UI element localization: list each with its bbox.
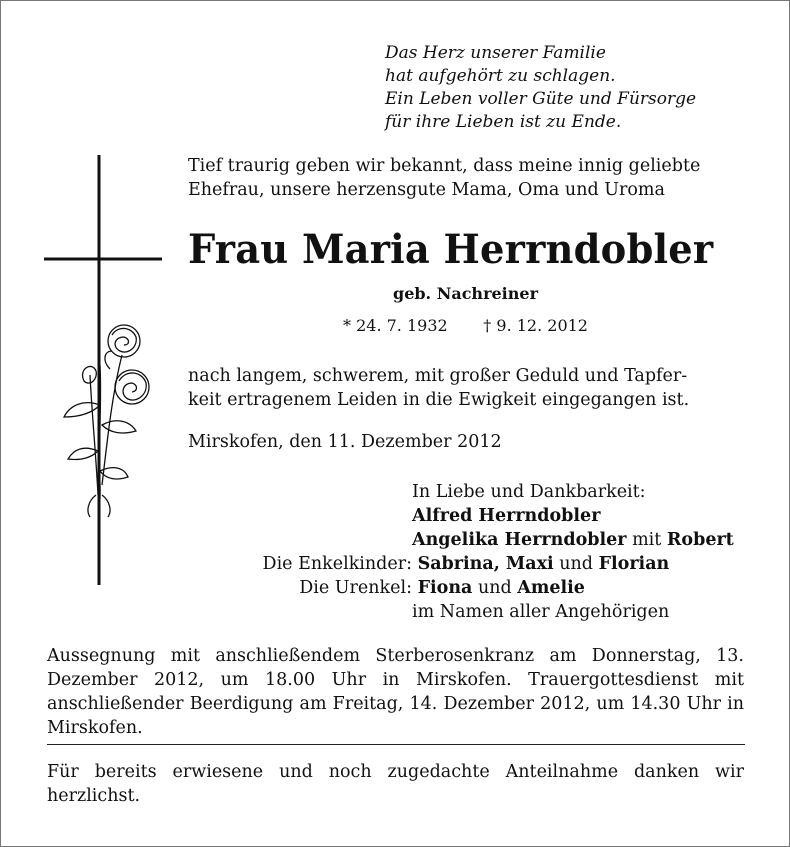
intro-line: Tief traurig geben wir bekannt, dass meine innig geliebte (188, 156, 701, 176)
poem-line: Das Herz unserer Familie (385, 43, 606, 63)
great-grandchildren-label: Die Urenkel: (299, 578, 412, 598)
deceased-name: Frau Maria Herrndobler (188, 226, 714, 273)
mourner-name: Angelika Herrndobler (412, 530, 627, 550)
mourner-name: Florian (598, 554, 670, 574)
connector-text: und (472, 578, 518, 598)
maiden-name: geb. Nachreiner (393, 284, 538, 303)
birth-date: * 24. 7. 1932 (343, 316, 448, 335)
mourners-block (188, 480, 748, 624)
service-details: Aussegnung mit anschließendem Sterberosenkranz am Donnerstag, 13. Dezember 2012, um 18.00 Uhr in Mirskofen. Trauergottesdienst mit anschließender Beerdigung am Freitag, 14. Dezember 2012, um 14.30 Uhr in Mirskofen. (47, 646, 744, 738)
closing-note: Für bereits erwiesene und noch zugedachte Anteilnahme danken wir herzlichst. (47, 762, 744, 806)
connector-text: und (553, 554, 599, 574)
passage-text (188, 364, 743, 412)
place-date: Mirskofen, den 11. Dezember 2012 (188, 432, 502, 452)
connector-text: mit (626, 530, 667, 550)
passage-line: nach langem, schwerem, mit großer Geduld und Tapfer- (188, 366, 688, 386)
death-date: † 9. 12. 2012 (483, 316, 588, 335)
cross-with-roses-icon (40, 155, 170, 585)
mourner-name: Sabrina, Maxi (417, 554, 554, 574)
thanks-heading: In Liebe und Dankbarkeit: (412, 482, 646, 502)
passage-line: keit ertragenem Leiden in die Ewigkeit eingegangen ist. (188, 390, 690, 410)
intro-line: Ehefrau, unsere herzensgute Mama, Oma und Uroma (188, 180, 665, 200)
mourner-name: Alfred Herrndobler (412, 506, 601, 526)
mourner-name: Robert (666, 530, 734, 550)
mourner-name: Amelie (517, 578, 585, 598)
life-dates (188, 316, 743, 335)
intro-text (188, 154, 700, 202)
divider (47, 744, 745, 745)
memorial-poem (385, 42, 696, 134)
closing-signoff: im Namen aller Angehörigen (412, 602, 670, 622)
poem-line: Ein Leben voller Güte und Fürsorge (385, 89, 697, 109)
poem-line: hat aufgehört zu schlagen. (385, 66, 616, 86)
poem-line: für ihre Lieben ist zu Ende. (385, 112, 622, 132)
mourner-name: Fiona (417, 578, 473, 598)
grandchildren-label: Die Enkelkinder: (262, 554, 412, 574)
